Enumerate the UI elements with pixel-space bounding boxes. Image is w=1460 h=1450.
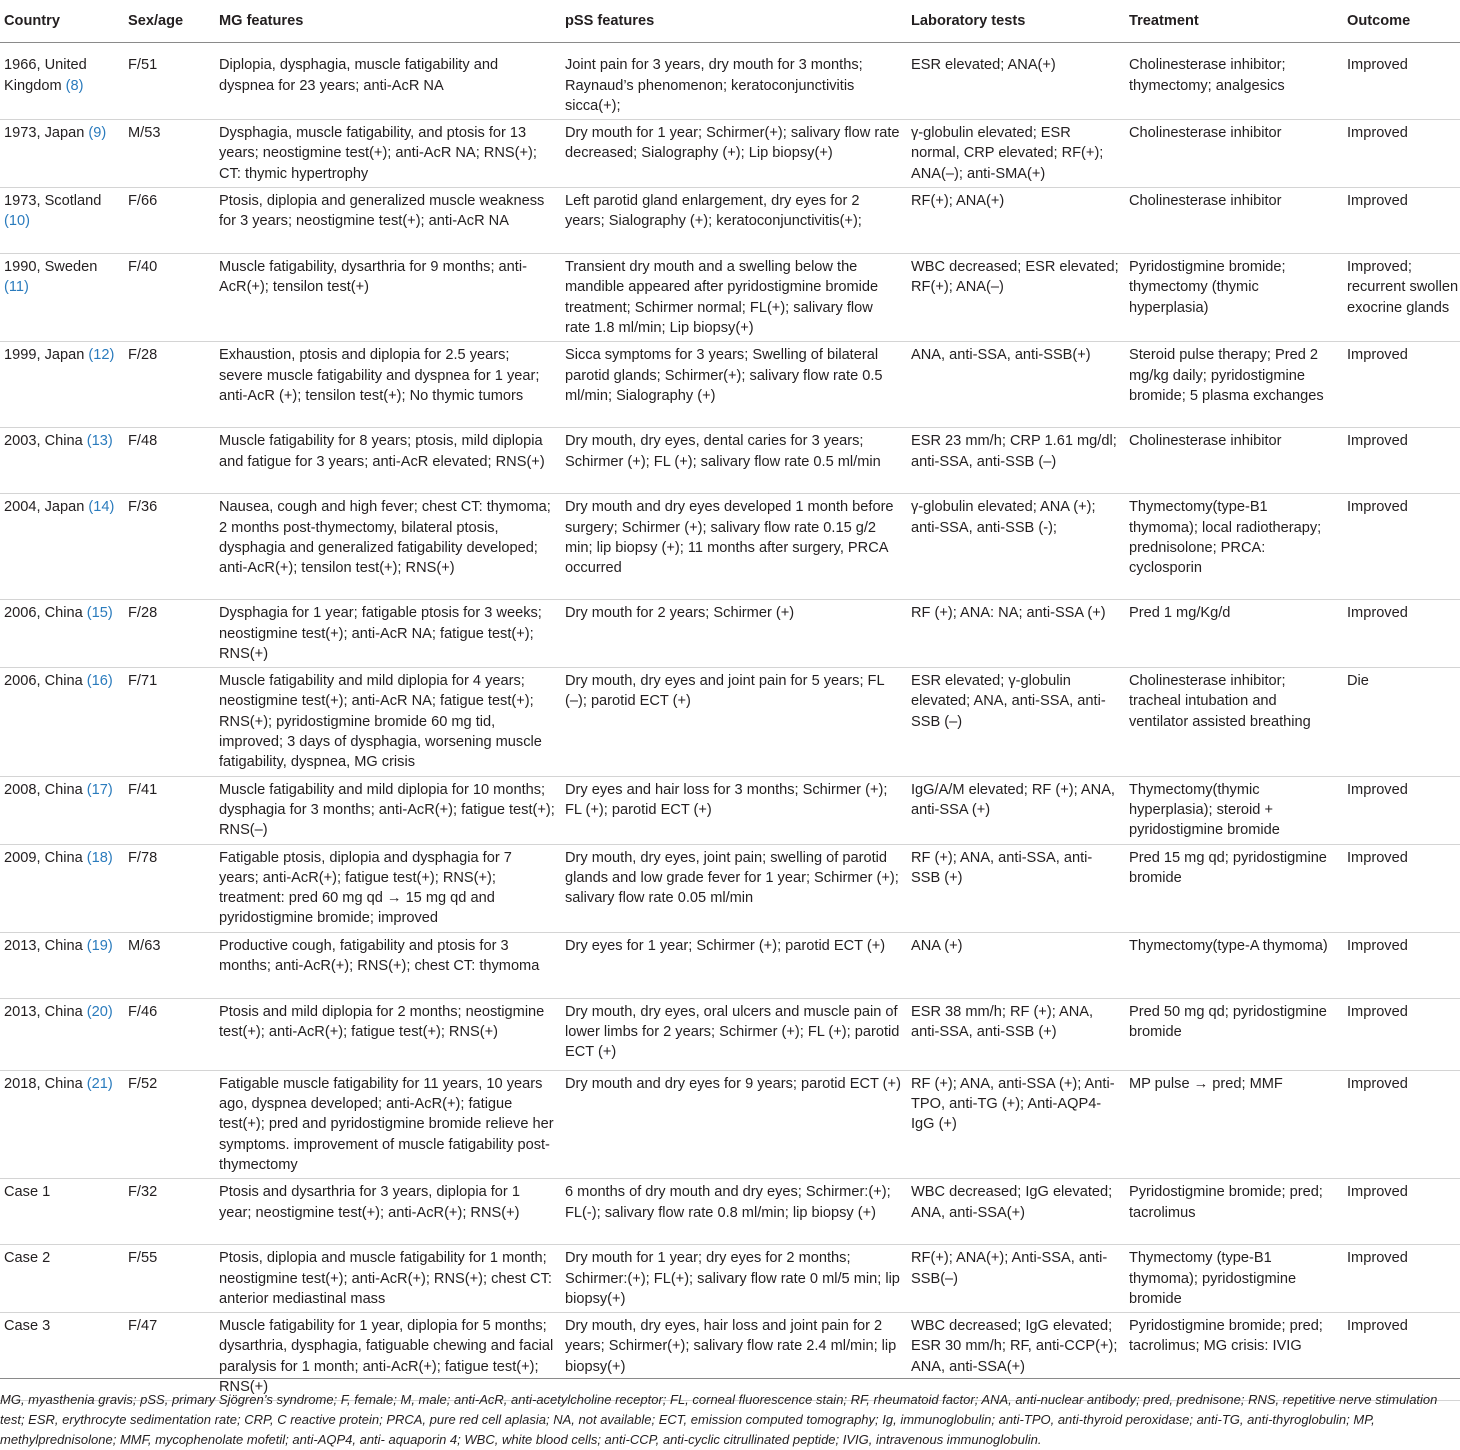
cell-pss-features: Dry mouth and dry eyes developed 1 month before surgery; Schirmer (+); salivary flow rate 0.15 g/2 min; lip biopsy (+); 11 months after surgery, PRCA occurred <box>561 494 907 600</box>
table-row <box>0 1245 1460 1313</box>
cell-pss-features: Dry eyes and hair loss for 3 months; Schirmer (+); FL (+); parotid ECT (+) <box>561 776 907 844</box>
cell-outcome: Improved; recurrent swollen exocrine glands <box>1343 254 1460 342</box>
header-country: Country <box>0 0 124 43</box>
country-text: 2003, China <box>4 433 83 450</box>
country-text: 2008, China <box>4 781 83 798</box>
cell-mg-features: Ptosis and mild diplopia for 2 months; neostigmine test(+); anti-AcR(+); fatigue test(+); RNS(+) <box>215 998 561 1070</box>
cell-mg-features: Productive cough, fatigability and ptosis for 3 months; anti-AcR(+); RNS(+); chest CT: thymoma <box>215 932 561 998</box>
cell-treatment: Thymectomy(type-B1 thymoma); local radiotherapy; prednisolone; PRCA: cyclosporin <box>1125 494 1343 600</box>
cell-country <box>0 844 124 932</box>
cell-mg-features: Diplopia, dysphagia, muscle fatigability and dyspnea for 23 years; anti-AcR NA <box>215 43 561 120</box>
cell-pss-features: Dry mouth, dry eyes, dental caries for 3 years; Schirmer (+); FL (+); salivary flow rate 0.5 ml/min <box>561 428 907 494</box>
cell-outcome: Improved <box>1343 776 1460 844</box>
cell-country <box>0 668 124 776</box>
cell-country <box>0 776 124 844</box>
cell-country <box>0 932 124 998</box>
header-treatment: Treatment <box>1125 0 1343 43</box>
cell-sex-age: F/41 <box>124 776 215 844</box>
cell-outcome: Improved <box>1343 342 1460 428</box>
cell-sex-age: F/28 <box>124 342 215 428</box>
cell-mg-features: Fatigable muscle fatigability for 11 years, 10 years ago, dyspnea developed; anti-AcR(+); fatigue test(+); pred and pyridostigmine bromide relieve her symptoms. improvement of muscle fatigability post-thymectomy <box>215 1070 561 1178</box>
country-text: 1973, Scotland <box>4 193 102 210</box>
cell-country <box>0 188 124 254</box>
cell-laboratory-tests: RF (+); ANA, anti-SSA, anti-SSB (+) <box>907 844 1125 932</box>
cell-sex-age: F/40 <box>124 254 215 342</box>
cell-pss-features: Joint pain for 3 years, dry mouth for 3 months; Raynaud’s phenomenon; keratoconjunctivitis sicca(+); <box>561 43 907 120</box>
table-row <box>0 600 1460 668</box>
country-text: Case 3 <box>4 1318 51 1335</box>
cell-treatment: Cholinesterase inhibitor; thymectomy; analgesics <box>1125 43 1343 120</box>
reference-link[interactable]: (10) <box>4 213 30 230</box>
cell-country <box>0 1179 124 1245</box>
cell-laboratory-tests: WBC decreased; IgG elevated; ANA, anti-SSA(+) <box>907 1179 1125 1245</box>
cell-pss-features: Dry mouth, dry eyes, oral ulcers and muscle pain of lower limbs for 2 years; Schirmer (+); FL (+); parotid ECT (+) <box>561 998 907 1070</box>
cell-treatment: Pyridostigmine bromide; thymectomy (thymic hyperplasia) <box>1125 254 1343 342</box>
cell-sex-age: F/28 <box>124 600 215 668</box>
country-text: Case 2 <box>4 1250 51 1267</box>
country-text: 2006, China <box>4 605 83 622</box>
reference-link[interactable]: (13) <box>86 433 113 450</box>
country-text: 1966, United Kingdom <box>4 57 87 94</box>
cell-pss-features: Dry eyes for 1 year; Schirmer (+); parotid ECT (+) <box>561 932 907 998</box>
table-row <box>0 668 1460 776</box>
table-row <box>0 254 1460 342</box>
cell-laboratory-tests: ESR 23 mm/h; CRP 1.61 mg/dl; anti-SSA, anti-SSB (–) <box>907 428 1125 494</box>
country-text: 2013, China <box>4 1003 83 1020</box>
cell-country <box>0 342 124 428</box>
cell-sex-age: F/78 <box>124 844 215 932</box>
country-text: 1990, Sweden <box>4 259 98 276</box>
cell-outcome: Improved <box>1343 600 1460 668</box>
cell-laboratory-tests: IgG/A/M elevated; RF (+); ANA, anti-SSA (+) <box>907 776 1125 844</box>
cell-outcome: Improved <box>1343 188 1460 254</box>
cell-mg-features: Muscle fatigability and mild diplopia for 4 years; neostigmine test(+); anti-AcR NA; fatigue test(+); RNS(+); pyridostigmine bromide 60 mg tid, improved; 3 days of dysphagia, worsening muscle fatigability, dyspnea, MG crisis <box>215 668 561 776</box>
table-body <box>0 43 1460 1401</box>
country-text: 1999, Japan <box>4 347 85 364</box>
table-row <box>0 43 1460 120</box>
reference-link[interactable]: (20) <box>86 1003 113 1020</box>
cell-country <box>0 428 124 494</box>
cell-outcome: Improved <box>1343 428 1460 494</box>
cell-pss-features: Dry mouth, dry eyes, joint pain; swelling of parotid glands and low grade fever for 1 year; Schirmer (+); salivary flow rate 0.05 ml/min <box>561 844 907 932</box>
country-text: 2004, Japan <box>4 499 85 516</box>
table-header-row <box>0 0 1460 43</box>
cell-sex-age: F/52 <box>124 1070 215 1178</box>
cell-treatment: Cholinesterase inhibitor <box>1125 428 1343 494</box>
cell-outcome: Improved <box>1343 494 1460 600</box>
cell-laboratory-tests: ANA (+) <box>907 932 1125 998</box>
cell-outcome: Improved <box>1343 932 1460 998</box>
cell-treatment: Pred 50 mg qd; pyridostigmine bromide <box>1125 998 1343 1070</box>
cell-mg-features: Fatigable ptosis, diplopia and dysphagia for 7 years; anti-AcR(+); fatigue test(+); RNS(+); treatment: pred 60 mg qd → 15 mg qd and pyridostigmine bromide; improved <box>215 844 561 932</box>
cell-sex-age: F/48 <box>124 428 215 494</box>
cell-treatment: Pred 1 mg/Kg/d <box>1125 600 1343 668</box>
cell-country <box>0 494 124 600</box>
cell-sex-age: F/55 <box>124 1245 215 1313</box>
header-mg-features: MG features <box>215 0 561 43</box>
cell-laboratory-tests: ANA, anti-SSA, anti-SSB(+) <box>907 342 1125 428</box>
cell-country <box>0 1070 124 1178</box>
cell-sex-age: F/46 <box>124 998 215 1070</box>
cell-mg-features: Muscle fatigability and mild diplopia for 10 months; dysphagia for 3 months; anti-AcR(+); fatigue test(+); RNS(–) <box>215 776 561 844</box>
cell-treatment: Cholinesterase inhibitor <box>1125 120 1343 188</box>
reference-link[interactable]: (11) <box>4 279 29 296</box>
table-row <box>0 188 1460 254</box>
cell-pss-features: 6 months of dry mouth and dry eyes; Schirmer:(+); FL(-); salivary flow rate 0.8 ml/min; lip biopsy (+) <box>561 1179 907 1245</box>
cell-sex-age: F/47 <box>124 1313 215 1401</box>
cell-laboratory-tests: γ-globulin elevated; ANA (+); anti-SSA, anti-SSB (-); <box>907 494 1125 600</box>
cell-sex-age: M/53 <box>124 120 215 188</box>
cell-laboratory-tests: RF(+); ANA(+); Anti-SSA, anti-SSB(–) <box>907 1245 1125 1313</box>
reference-link[interactable]: (18) <box>86 849 113 866</box>
cell-country <box>0 998 124 1070</box>
table-row <box>0 428 1460 494</box>
country-text: 2006, China <box>4 673 83 690</box>
country-text: Case 1 <box>4 1184 51 1201</box>
cell-laboratory-tests: ESR 38 mm/h; RF (+); ANA, anti-SSA, anti-SSB (+) <box>907 998 1125 1070</box>
cell-laboratory-tests: RF(+); ANA(+) <box>907 188 1125 254</box>
cell-country <box>0 600 124 668</box>
cell-mg-features: Muscle fatigability for 8 years; ptosis, mild diplopia and fatigue for 3 years; anti-AcR elevated; RNS(+) <box>215 428 561 494</box>
cell-sex-age: F/51 <box>124 43 215 120</box>
cell-treatment: Thymectomy(thymic hyperplasia); steroid + pyridostigmine bromide <box>1125 776 1343 844</box>
reference-link[interactable]: (15) <box>86 605 113 622</box>
cell-outcome: Improved <box>1343 844 1460 932</box>
table-footnote: MG, myasthenia gravis; pSS, primary Sjögren’s syndrome; F, female; M, male; anti-AcR, anti-acetylcholine receptor; FL, corneal fluorescence stain; RF, rheumatoid factor; ANA, anti-nuclear antibody; pred, prednisone; RNS, repetitive nerve stimulation test; ESR, erythrocyte sedimentation rate; CRP, C reactive protein; PRCA, pure red cell aplasia; NA, not available; ECT, emission computed tomography; Ig, immunoglobulin; anti-TPO, anti-thyroid peroxidase; anti-TG, anti-thyroglobulin; MP, methylprednisolone; MMF, mycophenolate mofetil; anti-AQP4, anti- aquaporin 4; WBC, white blood cells; anti-CCP, anti-cyclic citrullinated peptide; IVIG, intravenous immunoglobulin. <box>0 1378 1460 1450</box>
cell-treatment: Thymectomy (type-B1 thymoma); pyridostigmine bromide <box>1125 1245 1343 1313</box>
header-sex-age: Sex/age <box>124 0 215 43</box>
cell-sex-age: F/71 <box>124 668 215 776</box>
table-row <box>0 342 1460 428</box>
cell-mg-features: Ptosis and dysarthria for 3 years, diplopia for 1 year; neostigmine test(+); anti-AcR(+); RNS(+) <box>215 1179 561 1245</box>
cell-mg-features: Exhaustion, ptosis and diplopia for 2.5 years; severe muscle fatigability and dyspnea for 1 year; anti-AcR (+); tensilon test(+); No thymic tumors <box>215 342 561 428</box>
reference-link[interactable]: (17) <box>86 781 113 798</box>
cell-mg-features: Nausea, cough and high fever; chest CT: thymoma; 2 months post-thymectomy, bilateral ptosis, dysphagia and generalized fatigability developed; anti-AcR(+); tensilon test(+); RNS(+) <box>215 494 561 600</box>
cell-outcome: Improved <box>1343 1070 1460 1178</box>
reference-link[interactable]: (8) <box>65 77 84 94</box>
cell-outcome: Improved <box>1343 1313 1460 1401</box>
cell-country <box>0 120 124 188</box>
reference-link[interactable]: (16) <box>86 673 113 690</box>
cell-pss-features: Dry mouth for 1 year; dry eyes for 2 months; Schirmer:(+); FL(+); salivary flow rate 0 ml/5 min; lip biopsy(+) <box>561 1245 907 1313</box>
reference-link[interactable]: (14) <box>88 499 115 516</box>
cell-treatment: Thymectomy(type-A thymoma) <box>1125 932 1343 998</box>
cell-pss-features: Dry mouth, dry eyes, hair loss and joint pain for 2 years; Schirmer(+); salivary flow rate 2.4 ml/min; lip biopsy(+) <box>561 1313 907 1401</box>
reference-link[interactable]: (21) <box>86 1075 113 1092</box>
cell-outcome: Improved <box>1343 120 1460 188</box>
header-pss-features: pSS features <box>561 0 907 43</box>
cell-country <box>0 254 124 342</box>
reference-link[interactable]: (12) <box>88 347 115 364</box>
table-row <box>0 1179 1460 1245</box>
reference-link[interactable]: (9) <box>88 125 107 142</box>
cell-mg-features: Muscle fatigability for 1 year, diplopia for 5 months; dysarthria, dysphagia, fatiguable chewing and facial paralysis for 1 month; anti-AcR(+); fatigue test(+); RNS(+) <box>215 1313 561 1401</box>
table-row <box>0 1070 1460 1178</box>
table-row <box>0 494 1460 600</box>
table-row <box>0 120 1460 188</box>
cell-pss-features: Left parotid gland enlargement, dry eyes for 2 years; Sialography (+); keratoconjunctivitis(+); <box>561 188 907 254</box>
cell-mg-features: Dysphagia, muscle fatigability, and ptosis for 13 years; neostigmine test(+); anti-AcR NA; RNS(+); CT: thymic hypertrophy <box>215 120 561 188</box>
cell-treatment: Steroid pulse therapy; Pred 2 mg/kg daily; pyridostigmine bromide; 5 plasma exchanges <box>1125 342 1343 428</box>
table-row <box>0 998 1460 1070</box>
cell-pss-features: Dry mouth, dry eyes and joint pain for 5 years; FL (–); parotid ECT (+) <box>561 668 907 776</box>
header-laboratory-tests: Laboratory tests <box>907 0 1125 43</box>
cell-treatment: Cholinesterase inhibitor <box>1125 188 1343 254</box>
table-row <box>0 932 1460 998</box>
cell-laboratory-tests: RF (+); ANA: NA; anti-SSA (+) <box>907 600 1125 668</box>
cell-treatment: MP pulse → pred; MMF <box>1125 1070 1343 1178</box>
cell-treatment: Pyridostigmine bromide; pred; tacrolimus <box>1125 1179 1343 1245</box>
country-text: 2009, China <box>4 849 83 866</box>
cell-sex-age: F/36 <box>124 494 215 600</box>
cell-mg-features: Muscle fatigability, dysarthria for 9 months; anti-AcR(+); tensilon test(+) <box>215 254 561 342</box>
country-text: 2013, China <box>4 937 83 954</box>
cell-outcome: Improved <box>1343 1245 1460 1313</box>
cell-laboratory-tests: WBC decreased; IgG elevated; ESR 30 mm/h; RF, anti-CCP(+); ANA, anti-SSA(+) <box>907 1313 1125 1401</box>
cell-pss-features: Dry mouth for 1 year; Schirmer(+); salivary flow rate decreased; Sialography (+); Lip biopsy(+) <box>561 120 907 188</box>
cell-treatment: Pyridostigmine bromide; pred; tacrolimus; MG crisis: IVIG <box>1125 1313 1343 1401</box>
cell-pss-features: Dry mouth and dry eyes for 9 years; parotid ECT (+) <box>561 1070 907 1178</box>
cell-laboratory-tests: RF (+); ANA, anti-SSA (+); Anti-TPO, anti-TG (+); Anti-AQP4-IgG (+) <box>907 1070 1125 1178</box>
table-row <box>0 776 1460 844</box>
cell-mg-features: Ptosis, diplopia and muscle fatigability for 1 month; neostigmine test(+); anti-AcR(+); RNS(+); chest CT: anterior mediastinal mass <box>215 1245 561 1313</box>
cell-laboratory-tests: ESR elevated; γ-globulin elevated; ANA, anti-SSA, anti-SSB (–) <box>907 668 1125 776</box>
cell-sex-age: M/63 <box>124 932 215 998</box>
cell-country <box>0 43 124 120</box>
table-row <box>0 844 1460 932</box>
cell-pss-features: Sicca symptoms for 3 years; Swelling of bilateral parotid glands; Schirmer(+); salivary flow rate 0.5 ml/min; Sialography (+) <box>561 342 907 428</box>
cell-pss-features: Transient dry mouth and a swelling below the mandible appeared after pyridostigmine bromide treatment; Schirmer normal; FL(+); salivary flow rate 1.8 ml/min; Lip biopsy(+) <box>561 254 907 342</box>
cell-treatment: Cholinesterase inhibitor; tracheal intubation and ventilator assisted breathing <box>1125 668 1343 776</box>
cell-sex-age: F/32 <box>124 1179 215 1245</box>
cell-treatment: Pred 15 mg qd; pyridostigmine bromide <box>1125 844 1343 932</box>
cell-laboratory-tests: WBC decreased; ESR elevated; RF(+); ANA(–) <box>907 254 1125 342</box>
cell-outcome: Improved <box>1343 998 1460 1070</box>
cell-mg-features: Ptosis, diplopia and generalized muscle weakness for 3 years; neostigmine test(+); anti-AcR NA <box>215 188 561 254</box>
cell-outcome: Improved <box>1343 1179 1460 1245</box>
cell-outcome: Improved <box>1343 43 1460 120</box>
cell-mg-features: Dysphagia for 1 year; fatigable ptosis for 3 weeks; neostigmine test(+); anti-AcR NA; fatigue test(+); RNS(+) <box>215 600 561 668</box>
country-text: 1973, Japan <box>4 125 85 142</box>
cell-pss-features: Dry mouth for 2 years; Schirmer (+) <box>561 600 907 668</box>
cell-laboratory-tests: ESR elevated; ANA(+) <box>907 43 1125 120</box>
cell-laboratory-tests: γ-globulin elevated; ESR normal, CRP elevated; RF(+); ANA(–); anti-SMA(+) <box>907 120 1125 188</box>
cell-country <box>0 1245 124 1313</box>
header-outcome: Outcome <box>1343 0 1460 43</box>
cell-outcome: Die <box>1343 668 1460 776</box>
cell-sex-age: F/66 <box>124 188 215 254</box>
reference-link[interactable]: (19) <box>86 937 113 954</box>
country-text: 2018, China <box>4 1075 83 1092</box>
